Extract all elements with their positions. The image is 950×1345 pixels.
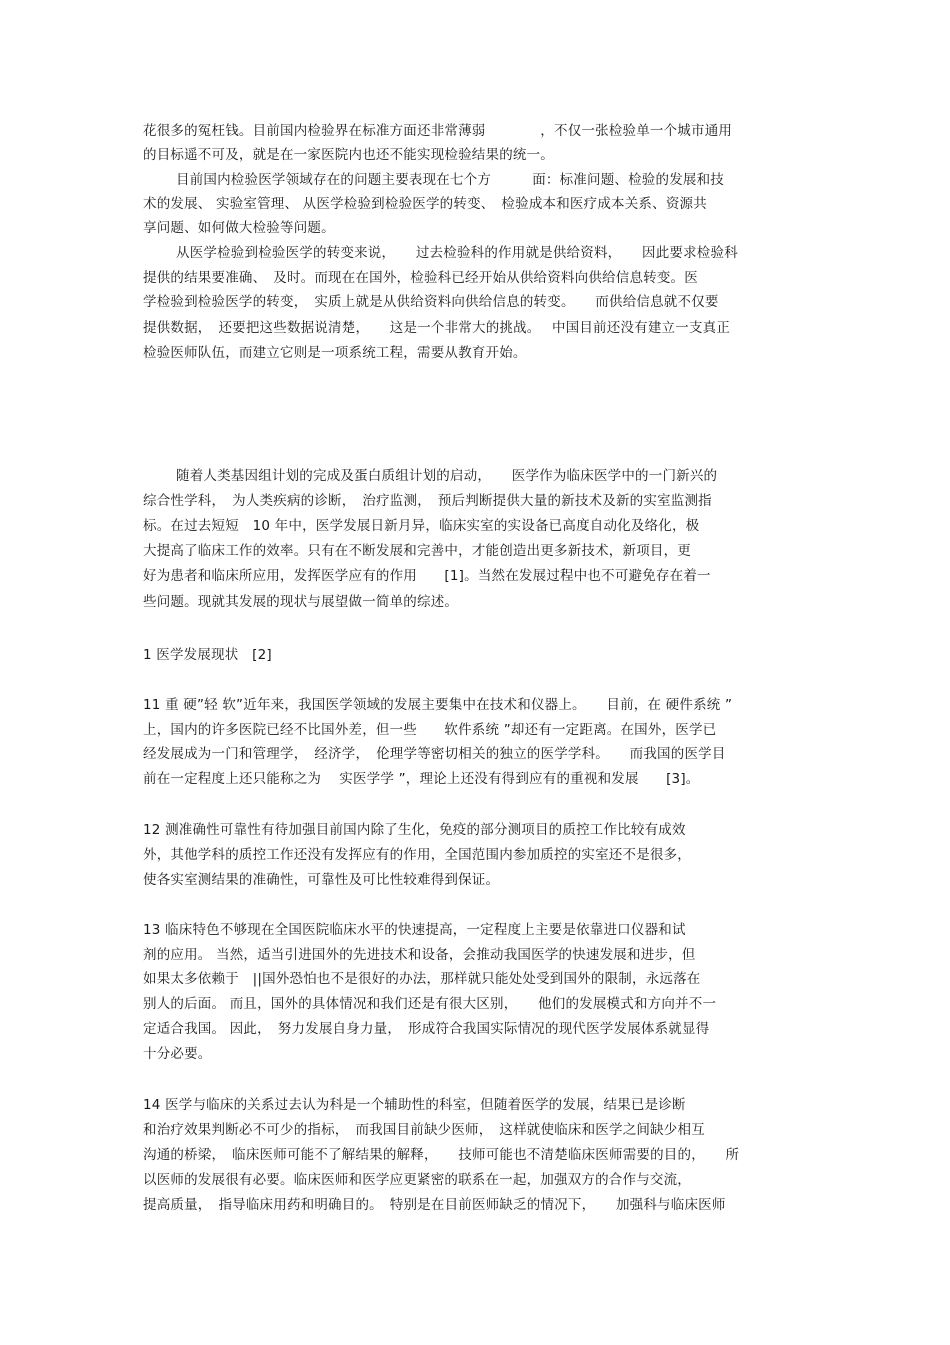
text-line: 大提高了临床工作的效率。只有在不断发展和完善中，才能创造出更多新技术，新项目，更 [143, 543, 691, 559]
section-heading: 1 医学发展现状 [2] [143, 647, 272, 663]
text-line: 和治疗效果判断必不可少的指标， 而我国目前缺少医师， 这样就使临床和医学之间缺少相互 [143, 1122, 705, 1138]
text-line: 综合性学科， 为人类疾病的诊断， 治疗监测， 预后判断提供大量的新技术及新的实室监测指 [143, 493, 712, 509]
text-line: 随着人类基因组计划的完成及蛋白质组计划的启动， 医学作为临床医学中的一门新兴的 [176, 468, 718, 484]
text-line: 标。在过去短短 10 年中，医学发展日新月异，临床实室的实设备已高度自动化及络化，极 [143, 518, 700, 534]
text-line: 好为患者和临床所应用，发挥医学应有的作用 [1]。当然在发展过程中也不可避免存在着一 [143, 568, 711, 584]
text-line: 些问题。现就其发展的现状与展望做一简单的综述。 [143, 594, 459, 610]
text-line: 沟通的桥梁， 临床医师可能不了解结果的解释， 技师可能也不清楚临床医师需要的目的， 所 [143, 1147, 740, 1163]
text-line: 如果太多依赖于 ||国外恐怕也不是很好的办法，那样就只能处处受到国外的限制，永远落在 [143, 971, 701, 987]
text-line: 11 重 硬”轻 软”近年来，我国医学领域的发展主要集中在技术和仪器上。 目前，在 硬件系统 ” [143, 697, 733, 713]
text-line: 13 临床特色不够现在全国医院临床水平的快速提高，一定程度上主要是依靠进口仪器和试 [143, 922, 686, 938]
text-line: 提供的结果要准确、 及时。而现在在国外，检验科已经开始从供给资料向供给信息转变。医 [143, 270, 698, 286]
text-line: 的目标遥不可及，就是在一家医院内也还不能实现检验结果的统一。 [143, 147, 554, 163]
text-line: 从医学检验到检验医学的转变来说， 过去检验科的作用就是供给资料， 因此要求检验科 [176, 245, 738, 261]
text-line: 目前国内检验医学领域存在的问题主要表现在七个方 面：标准问题、检验的发展和技 [176, 172, 724, 188]
text-line: 前在一定程度上还只能称之为 实医学学 ”，理论上还没有得到应有的重视和发展 [3]。 [143, 771, 700, 787]
text-line: 剂的应用。 当然，适当引进国外的先进技术和设备，会推动我国医学的快速发展和进步，但 [143, 947, 696, 963]
text-line: 术的发展、 实验室管理、 从医学检验到检验医学的转变、 检验成本和医疗成本关系、资源共 [143, 196, 707, 212]
text-line: 花很多的冤枉钱。目前国内检验界在标准方面还非常薄弱 ，不仅一张检验单一个城市通用 [143, 123, 733, 139]
text-line: 使各实室测结果的准确性，可靠性及可比性较难得到保证。 [143, 872, 500, 888]
text-line: 以医师的发展很有必要。临床医师和医学应更紧密的联系在一起，加强双方的合作与交流， [143, 1172, 691, 1188]
text-line: 检验医师队伍，而建立它则是一项系统工程，需要从教育开始。 [143, 345, 527, 361]
text-line: 提供数据， 还要把这些数据说清楚， 这是一个非常大的挑战。 中国目前还没有建立一支真正 [143, 320, 731, 336]
text-line: 学检验到检验医学的转变， 实质上就是从供给资料向供给信息的转变。 而供给信息就不仅要 [143, 294, 719, 310]
text-line: 经发展成为一门和管理学， 经济学， 伦理学等密切相关的独立的医学学科。 而我国的医学目 [143, 746, 726, 762]
text-line: 定适合我国。 因此， 努力发展自身力量， 形成符合我国实际情况的现代医学发展体系就显得 [143, 1021, 710, 1037]
text-line: 十分必要。 [143, 1046, 212, 1062]
text-line: 外，其他学科的质控工作还没有发挥应有的作用，全国范围内参加质控的实室还不是很多， [143, 847, 691, 863]
text-line: 12 测准确性可靠性有待加强目前国内除了生化，免疫的部分测项目的质控工作比较有成效 [143, 822, 686, 838]
text-line: 提高质量， 指导临床用药和明确目的。 特别是在目前医师缺乏的情况下， 加强科与临床医师 [143, 1197, 726, 1213]
text-line: 14 医学与临床的关系过去认为科是一个辅助性的科室，但随着医学的发展，结果已是诊断 [143, 1097, 686, 1113]
text-line: 别人的后面。 而且，国外的具体情况和我们还是有很大区别， 他们的发展模式和方向并不一 [143, 996, 717, 1012]
text-line: 上，国内的许多医院已经不比国外差，但一些 软件系统 ”却还有一定距离。在国外，医学已 [143, 722, 717, 738]
text-line: 享问题、如何做大检验等问题。 [143, 220, 335, 236]
